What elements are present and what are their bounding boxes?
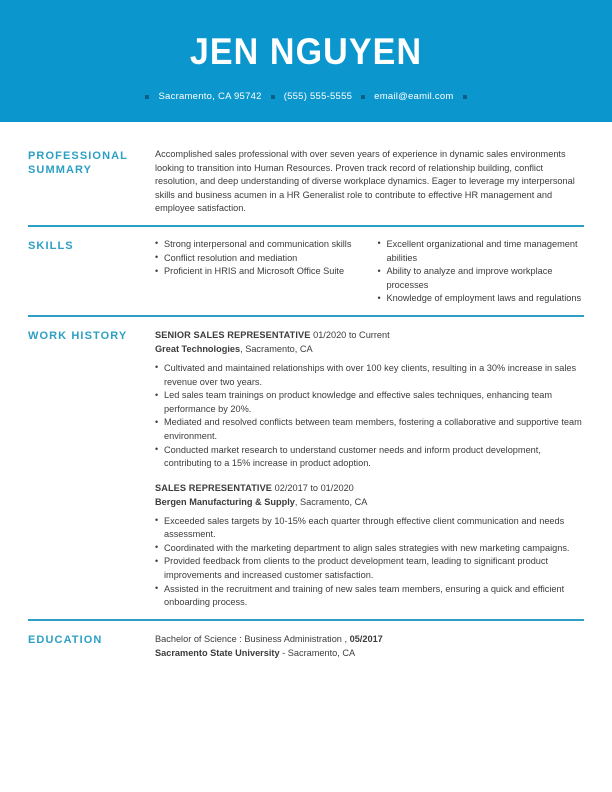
job-company-line — [155, 495, 584, 509]
bullet-square-icon — [463, 95, 467, 99]
job-title: SENIOR SALES REPRESENTATIVE — [155, 329, 311, 340]
candidate-name: JEN NGUYEN — [189, 31, 423, 72]
list-item: • Coordinated with the marketing department to align sales strategies with new marketing campaigns. — [155, 542, 584, 556]
bullet-square-icon — [145, 95, 149, 99]
list-item: • Led sales team trainings on product knowledge and effective sales techniques, enhancing team performance by 20%. — [155, 389, 584, 416]
job-dates: 01/2020 to Current — [313, 329, 390, 340]
bullet-square-icon — [361, 95, 365, 99]
job-title-line — [155, 481, 584, 495]
section-content-education — [155, 632, 584, 660]
section-heading-education: EDUCATION — [28, 633, 103, 646]
job-bullets — [155, 362, 584, 471]
education-degree: Bachelor of Science : Business Administration , — [155, 633, 348, 644]
job-location: , Sacramento, CA — [240, 343, 313, 354]
job-location: , Sacramento, CA — [294, 496, 368, 507]
list-item: • Cultivated and maintained relationships with over 100 key clients, resulting in a 30% increase in sales revenue over two years. — [155, 362, 584, 389]
list-item: • Mediated and resolved conflicts between team members, fostering a collaborative and supportive team environment. — [155, 416, 584, 443]
summary-paragraph: Accomplished sales professional with over seven years of experience in dynamic sales environments looking to transition into Human Resources. Proven track record of relationship building, conflict resolution, and deep understanding of diverse workplace dynamics. Eager to leverage my interpersonal skills and business acumen in a HR Generalist role to contribute to effective HR management and employee satisfaction. — [155, 149, 575, 214]
contact-email[interactable]: email@eamil.com — [374, 91, 454, 102]
list-item: • Exceeded sales targets by 10-15% each quarter through effective client communication and needs assessment. — [155, 515, 584, 542]
education-school: Sacramento State University — [155, 647, 280, 658]
contact-line — [0, 91, 612, 102]
section-work-history — [28, 317, 584, 619]
bullet-square-icon — [271, 95, 275, 99]
list-item: • Proficient in HRIS and Microsoft Office Suite — [155, 265, 362, 279]
section-professional-summary — [28, 122, 584, 225]
education-location: - Sacramento, CA — [279, 647, 356, 658]
resume-body — [0, 122, 612, 669]
skills-column-right — [378, 238, 585, 306]
list-item: • Excellent organizational and time management abilities — [378, 238, 585, 265]
section-content-summary — [155, 148, 584, 216]
contact-address: Sacramento, CA 95742 — [158, 91, 262, 102]
job-entry — [155, 481, 584, 610]
skills-column-left — [155, 238, 362, 306]
section-heading-skills: SKILLS — [28, 239, 74, 252]
contact-phone[interactable]: (555) 555-5555 — [283, 91, 353, 102]
skills-list-left — [155, 238, 362, 279]
list-item: • Ability to analyze and improve workplace processes — [378, 265, 585, 292]
education-date: 05/2017 — [349, 633, 383, 644]
job-company-line — [155, 342, 584, 356]
education-degree-line — [155, 632, 584, 646]
job-title-line — [155, 328, 584, 342]
job-title: SALES REPRESENTATIVE — [155, 482, 273, 493]
job-bullets — [155, 515, 584, 610]
section-skills — [28, 227, 584, 315]
section-heading-summary: PROFESSIONAL SUMMARY — [28, 150, 128, 176]
list-item: • Strong interpersonal and communication skills — [155, 238, 362, 252]
list-item: • Knowledge of employment laws and regulations — [378, 292, 585, 306]
skills-list-right — [378, 238, 585, 306]
section-heading-work-history: WORK HISTORY — [28, 329, 128, 342]
section-content-skills — [155, 238, 584, 306]
list-item: • Provided feedback from clients to the product development team, leading to significant product improvements and increased customer satisfaction. — [155, 555, 584, 582]
job-entry — [155, 328, 584, 471]
job-company: Bergen Manufacturing & Supply — [155, 496, 295, 507]
resume-header — [0, 0, 612, 122]
section-education — [28, 621, 584, 669]
list-item: • Conducted market research to understand customer needs and inform product development, contributing to a 15% increase in product adoption. — [155, 444, 584, 471]
list-item: • Conflict resolution and mediation — [155, 252, 362, 266]
job-company: Great Technologies — [155, 343, 241, 354]
list-item: • Assisted in the recruitment and training of new sales team members, ensuring a quick and efficient onboarding process. — [155, 583, 584, 610]
education-school-line — [155, 646, 584, 660]
section-content-work-history — [155, 328, 584, 610]
job-dates: 02/2017 to 01/2020 — [274, 482, 354, 493]
